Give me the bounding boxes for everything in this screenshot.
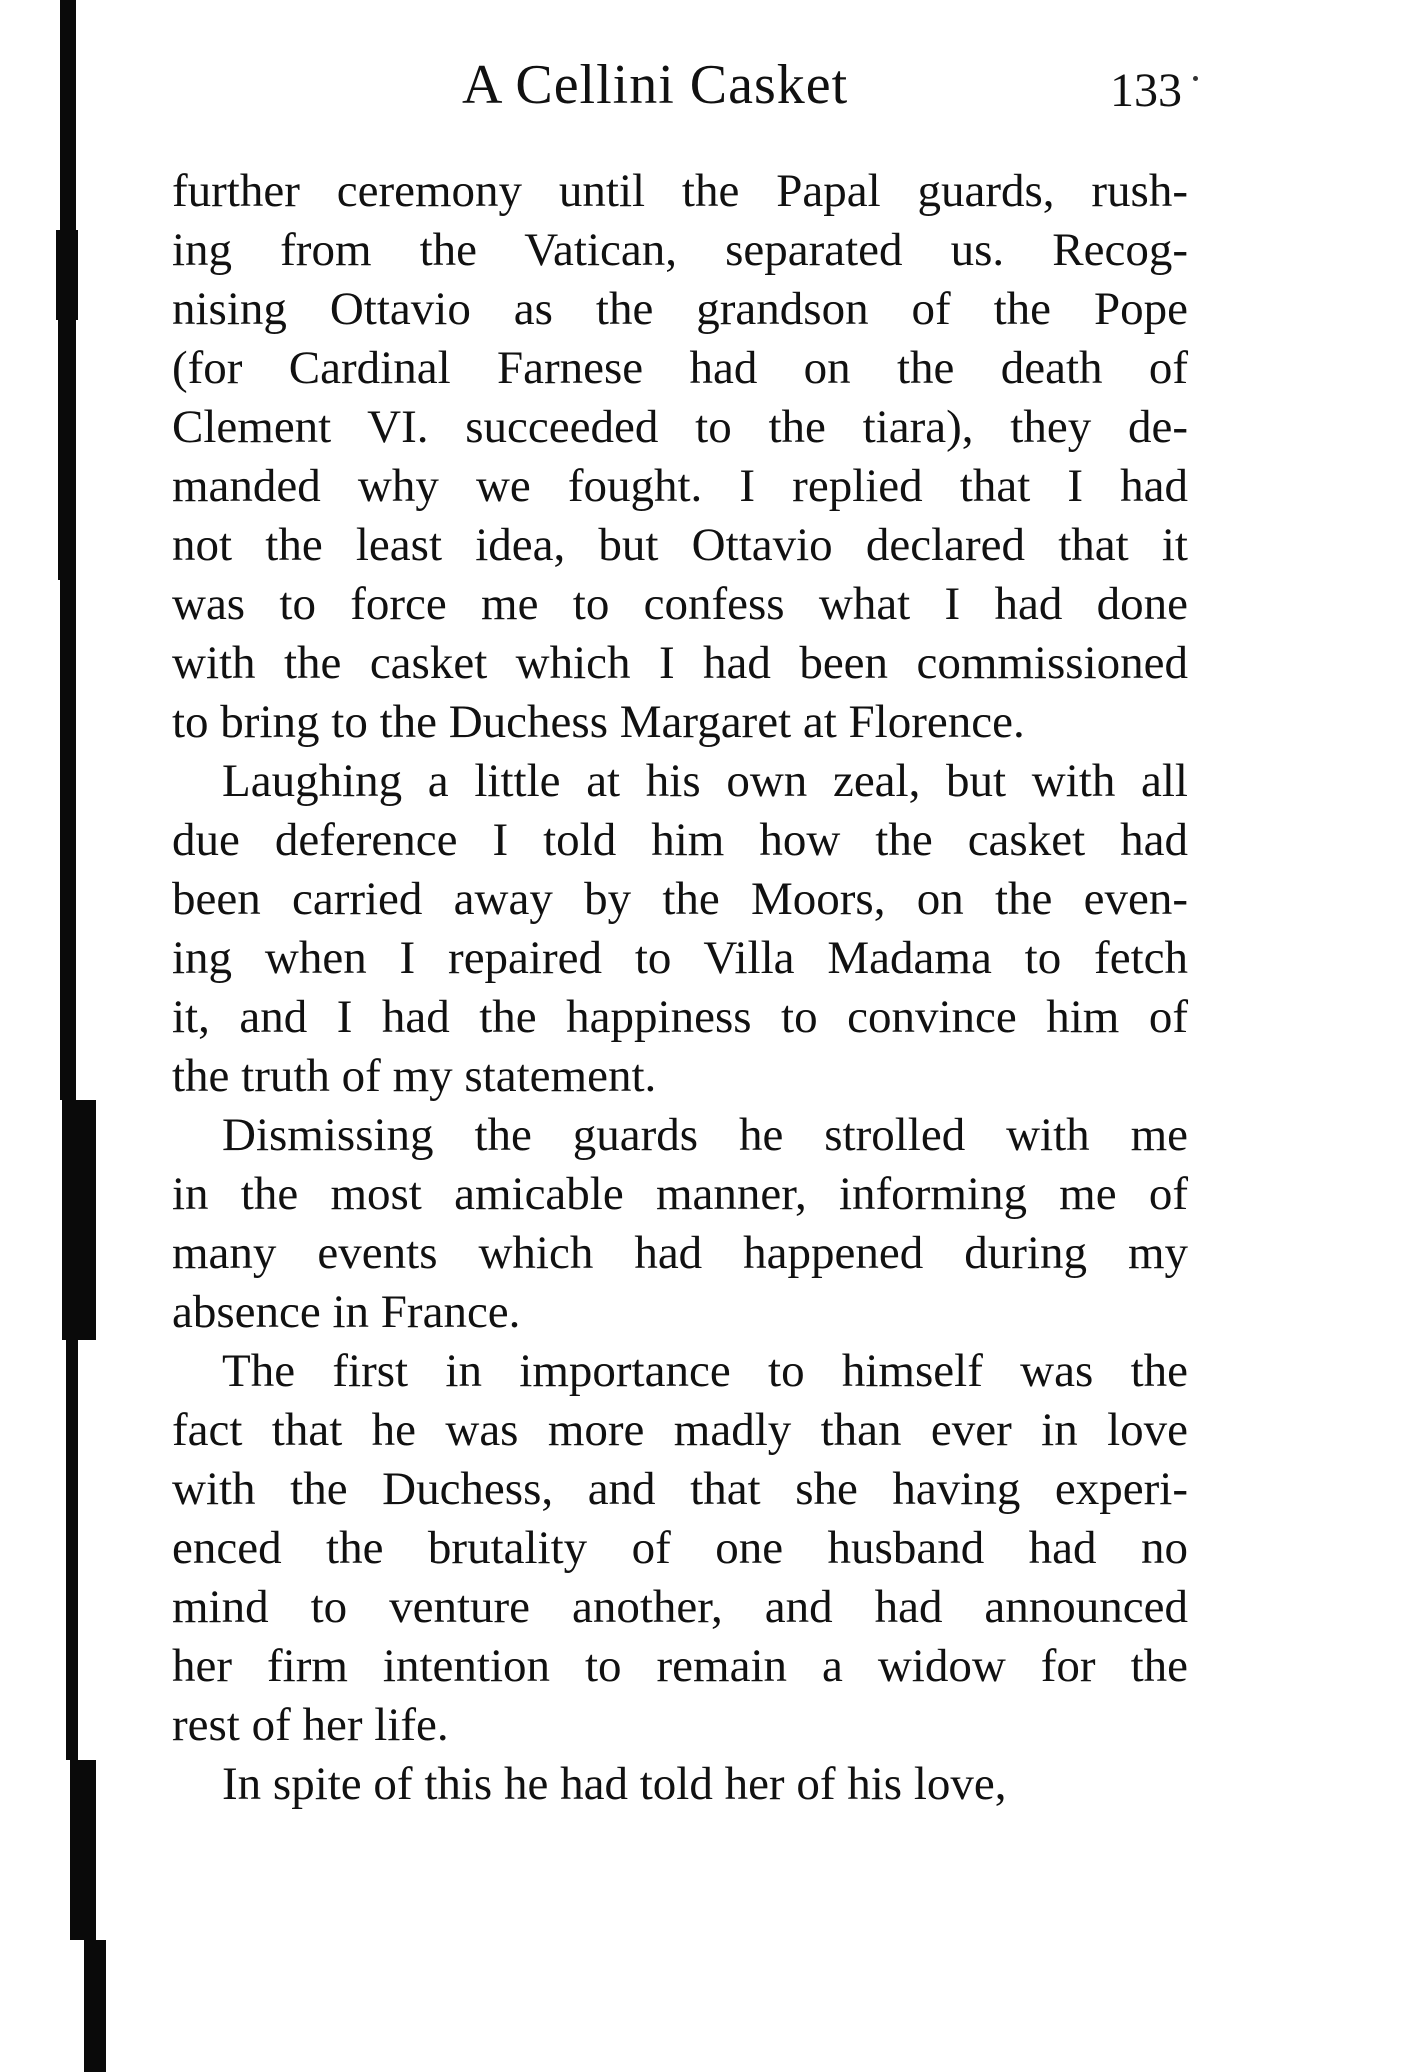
- text-line: was to force me to confess what I had done: [172, 578, 1188, 630]
- text-line: The first in importance to himself was the: [222, 1345, 1188, 1397]
- text-line: many events which had happened during my: [172, 1227, 1188, 1279]
- text-line: fact that he was more madly than ever in love: [172, 1404, 1188, 1456]
- page-number-mark: [1193, 76, 1198, 81]
- paragraph: [172, 752, 1188, 1106]
- text-line: nising Ottavio as the grandson of the Pope: [172, 283, 1188, 335]
- text-line: enced the brutality of one husband had no: [172, 1522, 1188, 1574]
- paragraph: [172, 1342, 1188, 1755]
- text-line: rest of her life.: [172, 1699, 449, 1751]
- text-line: to bring to the Duchess Margaret at Florence.: [172, 696, 1025, 748]
- scan-binding-edge: [0, 0, 112, 2072]
- text-line: in the most amicable manner, informing me of: [172, 1168, 1188, 1220]
- text-line: with the casket which I had been commissioned: [172, 637, 1188, 689]
- text-line: with the Duchess, and that she having experi-: [172, 1463, 1188, 1515]
- text-line: manded why we fought. I replied that I had: [172, 460, 1188, 512]
- text-line: due deference I told him how the casket had: [172, 814, 1188, 866]
- text-line: In spite of this he had told her of his love,: [222, 1758, 1007, 1810]
- text-line: it, and I had the happiness to convince him of: [172, 991, 1188, 1043]
- body-text: [172, 162, 1188, 1814]
- running-head: [172, 50, 1192, 120]
- paragraph: [172, 1106, 1188, 1342]
- text-line: Clement VI. succeeded to the tiara), they de-: [172, 401, 1188, 453]
- text-line: ing from the Vatican, separated us. Recog-: [172, 224, 1188, 276]
- text-line: not the least idea, but Ottavio declared that it: [172, 519, 1188, 571]
- page-number: 133: [1110, 64, 1182, 117]
- text-line: mind to venture another, and had announced: [172, 1581, 1188, 1633]
- text-line: ing when I repaired to Villa Madama to fetch: [172, 932, 1188, 984]
- running-title: A Cellini Casket: [462, 54, 849, 116]
- text-line: Laughing a little at his own zeal, but with all: [222, 755, 1188, 807]
- text-line: further ceremony until the Papal guards, rush-: [172, 165, 1188, 217]
- text-line: absence in France.: [172, 1286, 521, 1338]
- paragraph: [172, 1755, 1188, 1814]
- book-page: [172, 0, 1192, 2072]
- text-line: the truth of my statement.: [172, 1050, 657, 1102]
- paragraph: [172, 162, 1188, 752]
- text-line: (for Cardinal Farnese had on the death of: [172, 342, 1188, 394]
- text-line: Dismissing the guards he strolled with me: [222, 1109, 1188, 1161]
- text-line: her firm intention to remain a widow for the: [172, 1640, 1188, 1692]
- text-line: been carried away by the Moors, on the even-: [172, 873, 1188, 925]
